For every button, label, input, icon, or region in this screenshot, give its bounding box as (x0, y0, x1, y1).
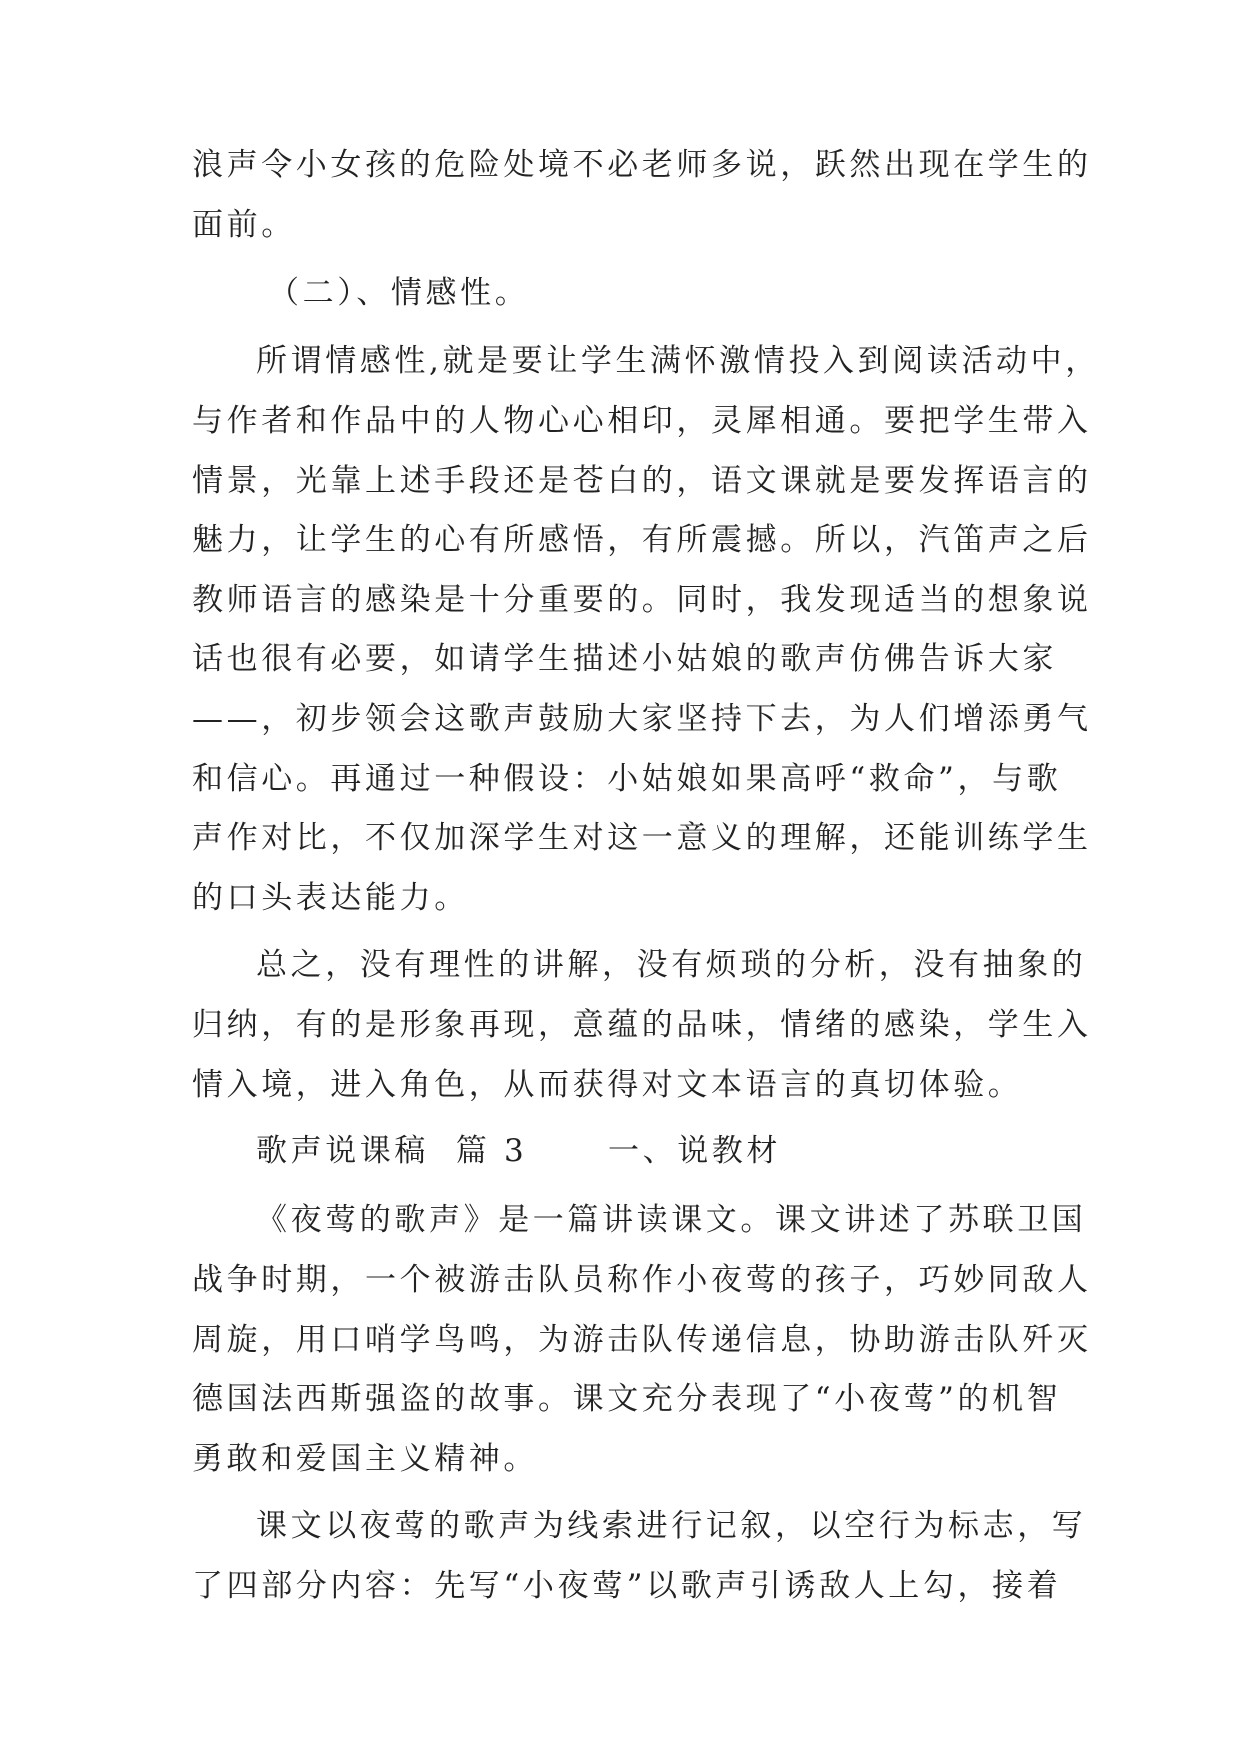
text-line: 《夜莺的歌声》是一篇讲读课文。课文讲述了苏联卫国 (256, 1202, 1087, 1238)
text-line: 勇敢和爱国主义精神。 (192, 1441, 538, 1477)
text-line: 情入境，进入角色，从而获得对文本语言的真切体验。 (192, 1067, 1023, 1103)
text-line: 了四部分内容：先写“小夜莺”以歌声引诱敌人上勾，接着 (192, 1568, 1062, 1604)
text-line: 教师语言的感染是十分重要的。同时，我发现适当的想象说 (192, 582, 1092, 618)
text-line: 浪声令小女孩的危险处境不必老师多说，跃然出现在学生的 (192, 147, 1092, 183)
text-line: 和信心。再通过一种假设：小姑娘如果高呼“救命”，与歌 (192, 761, 1062, 797)
text-line: 面前。 (192, 207, 296, 243)
text-line: 与作者和作品中的人物心心相印，灵犀相通。要把学生带入 (192, 403, 1092, 439)
section-heading: （二）、情感性。 (268, 275, 530, 311)
text-line: 声作对比，不仅加深学生对这一意义的理解，还能训练学生 (192, 820, 1092, 856)
text-line: 归纳，有的是形象再现，意蕴的品味，情绪的感染，学生入 (192, 1007, 1092, 1043)
section-heading: 歌声说课稿 篇 3 一、说教材 (256, 1133, 782, 1169)
text-line: 所谓情感性,就是要让学生满怀激情投入到阅读活动中， (256, 343, 1100, 379)
text-line: 周旋，用口哨学鸟鸣，为游击队传递信息，协助游击队歼灭 (192, 1322, 1092, 1358)
text-line: ——，初步领会这歌声鼓励大家坚持下去，为人们增添勇气 (192, 701, 1092, 737)
text-line: 魅力，让学生的心有所感悟，有所震撼。所以，汽笛声之后 (192, 522, 1092, 558)
text-line: 总之，没有理性的讲解，没有烦琐的分析，没有抽象的 (256, 947, 1087, 983)
text-line: 情景，光靠上述手段还是苍白的，语文课就是要发挥语言的 (192, 463, 1092, 499)
text-line: 德国法西斯强盗的故事。课文充分表现了“小夜莺”的机智 (192, 1381, 1062, 1417)
text-line: 课文以夜莺的歌声为线索进行记叙，以空行为标志，写 (256, 1508, 1087, 1544)
text-line: 话也很有必要，如请学生描述小姑娘的歌声仿佛告诉大家 (192, 641, 1057, 677)
text-line: 的口头表达能力。 (192, 880, 469, 916)
text-line: 战争时期，一个被游击队员称作小夜莺的孩子，巧妙同敌人 (192, 1262, 1092, 1298)
